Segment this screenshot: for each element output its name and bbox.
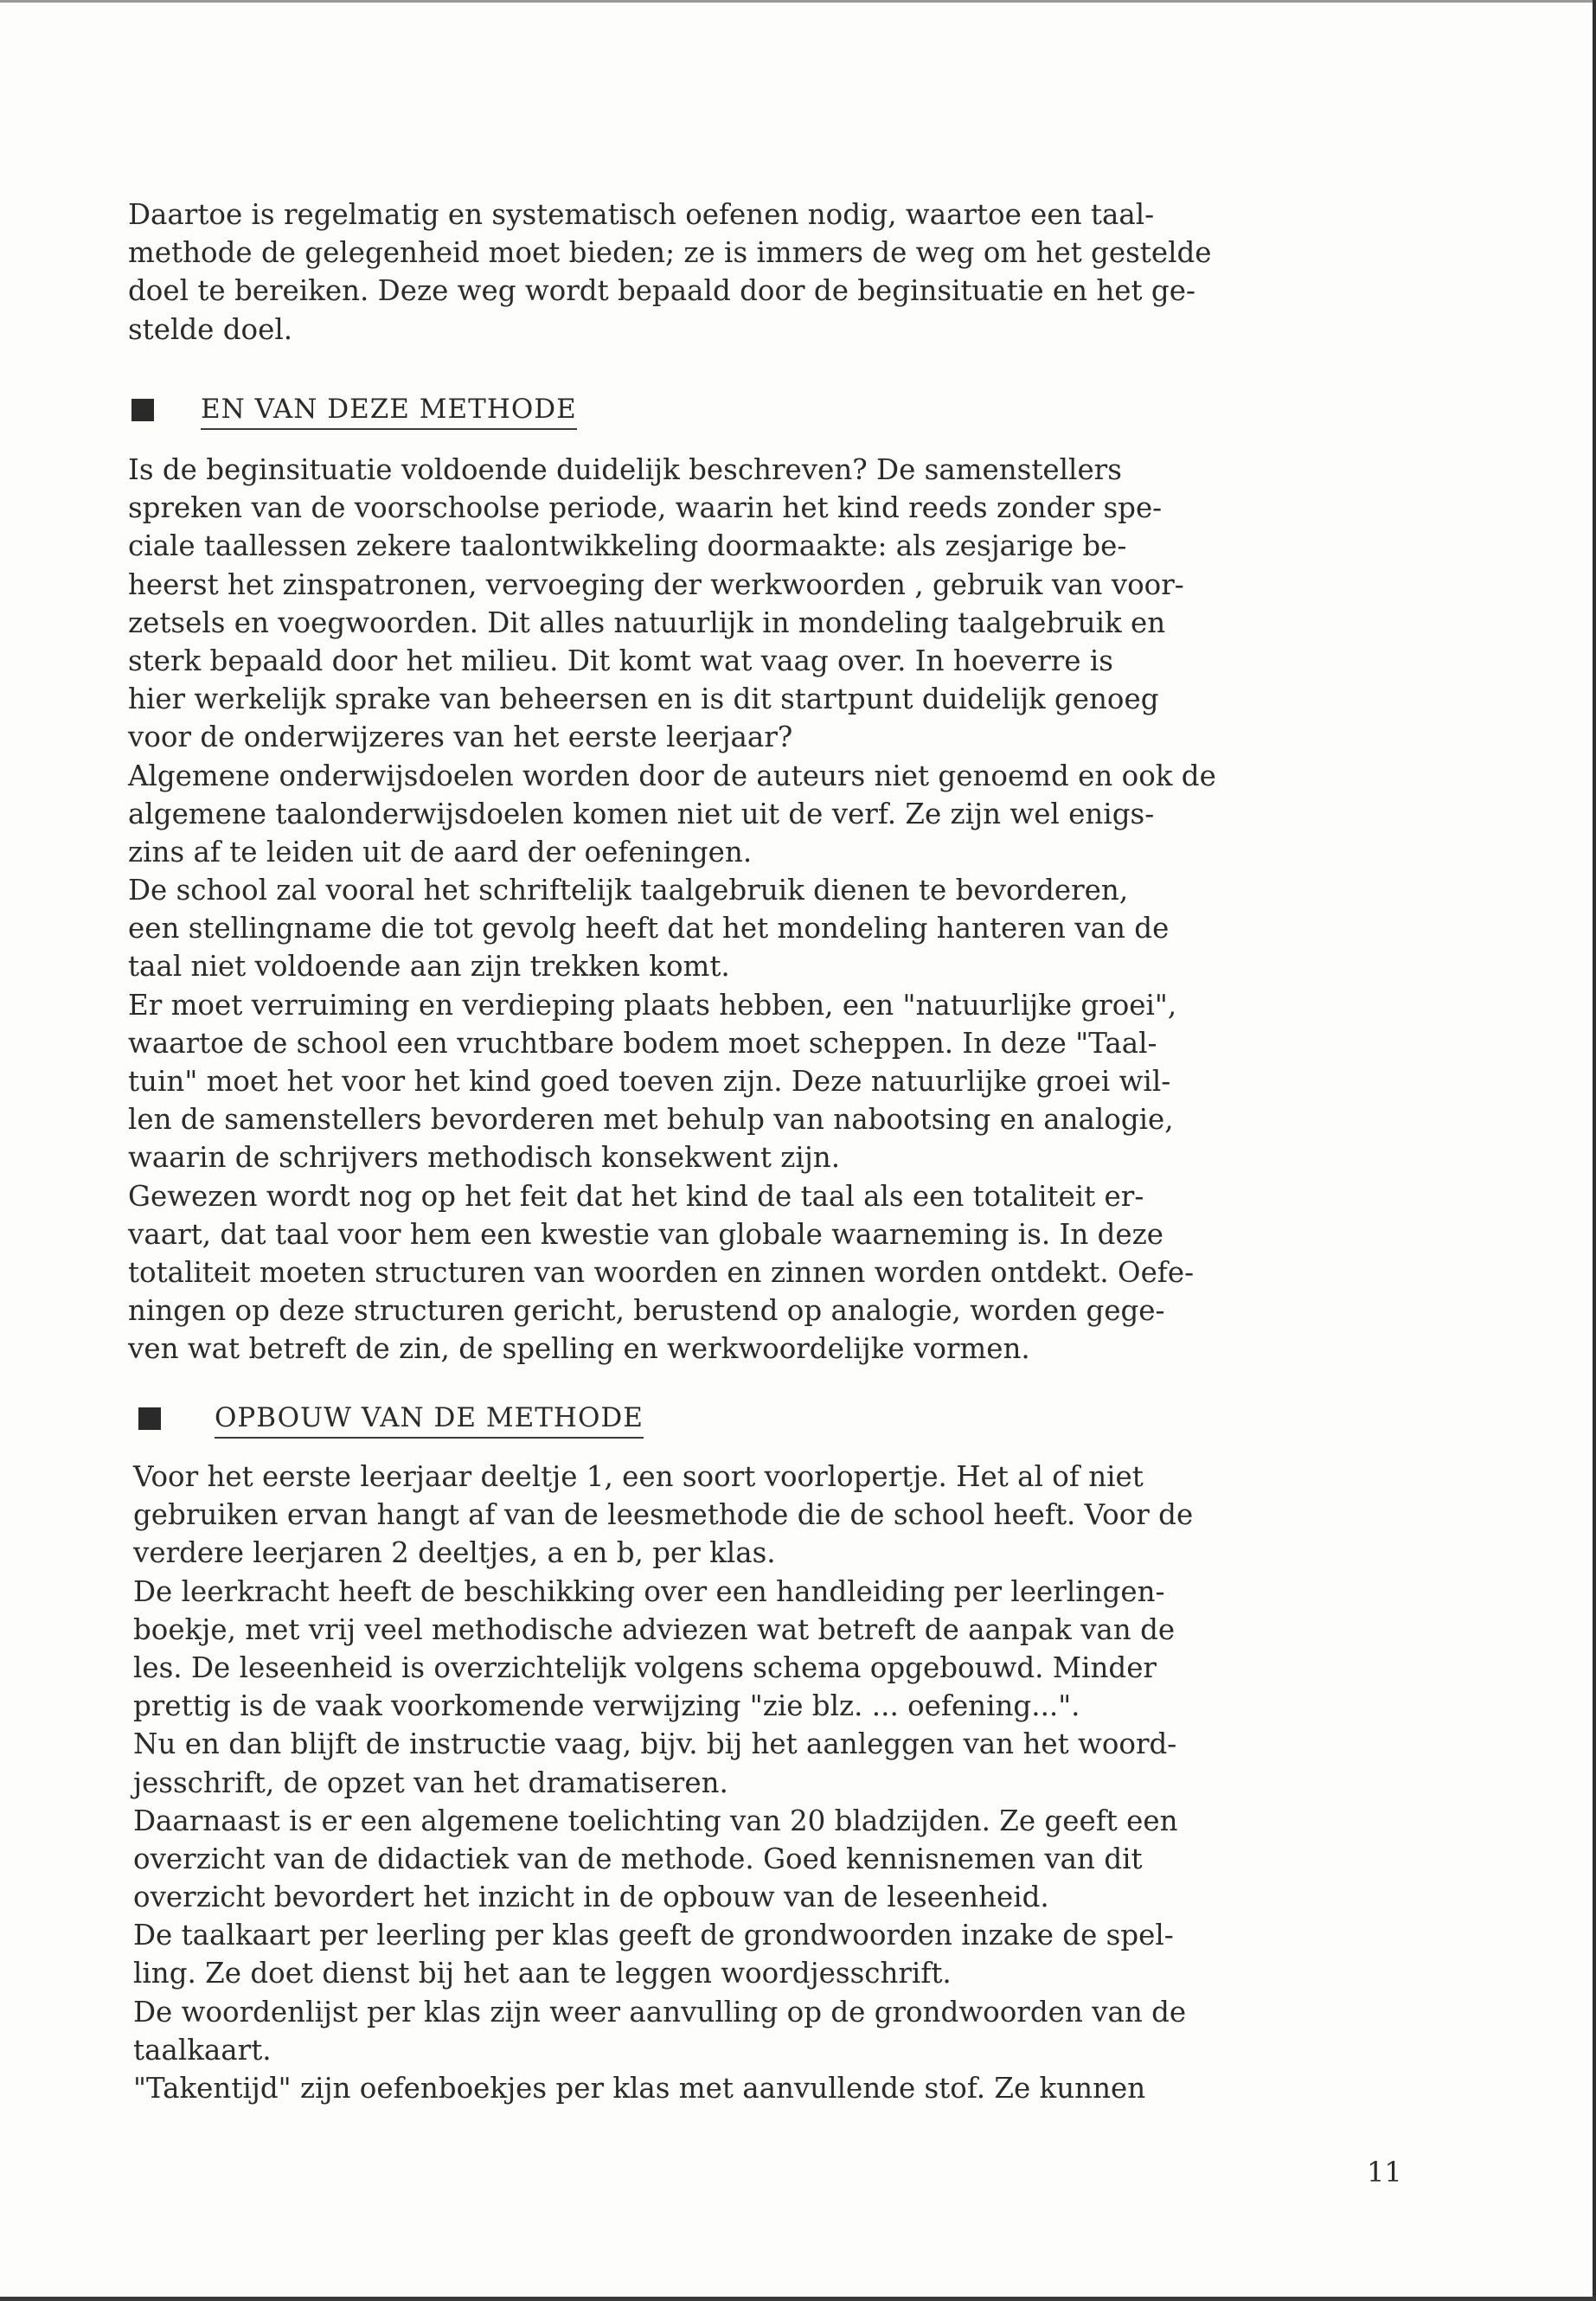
text-line: heerst het zinspatronen, vervoeging der werkwoorden , gebruik van voor-	[128, 567, 1184, 601]
text-line: jesschrift, de opzet van het dramatiseren.	[133, 1766, 728, 1799]
text-line: verdere leerjaren 2 deeltjes, a en b, per klas.	[133, 1536, 776, 1570]
section-body-deze-methode	[128, 451, 1216, 1368]
scan-border-right	[1593, 0, 1596, 2301]
text-line: tuin" moet het voor het kind goed toeven zijn. Deze natuurlijke groei wil-	[128, 1065, 1171, 1098]
text-line: De leerkracht heeft de beschikking over een handleiding per leerlingen-	[133, 1574, 1165, 1608]
text-line: een stellingname die tot gevolg heeft dat het mondeling hanteren van de	[128, 912, 1170, 945]
text-line: ciale taallessen zekere taalontwikkeling doormaakte: als zesjarige be-	[128, 529, 1127, 563]
text-line: overzicht van de didactiek van de methode. Goed kennisnemen van dit	[133, 1842, 1143, 1875]
text-line: Voor het eerste leerjaar deeltje 1, een soort voorlopertje. Het al of niet	[133, 1460, 1144, 1493]
text-line: spreken van de voorschoolse periode, waarin het kind reeds zonder spe-	[128, 491, 1163, 525]
section-title: OPBOUW VAN DE METHODE	[215, 1400, 644, 1439]
text-line: zetsels en voegwoorden. Dit alles natuurlijk in mondeling taalgebruik en	[128, 606, 1166, 639]
text-line: totaliteit moeten structuren van woorden en zinnen worden ontdekt. Oefe-	[128, 1255, 1195, 1289]
text-line: ling. Ze doet dienst bij het aan te leggen woordjesschrift.	[133, 1957, 952, 1990]
section-body-opbouw	[133, 1458, 1193, 2107]
text-line: waartoe de school een vruchtbare bodem moet scheppen. In deze "Taal-	[128, 1026, 1157, 1060]
text-line: Er moet verruiming en verdieping plaats hebben, een "natuurlijke groei",	[128, 988, 1177, 1022]
text-line: De school zal vooral het schriftelijk taalgebruik dienen te bevorderen,	[128, 874, 1129, 907]
text-line: Is de beginsituatie voldoende duidelijk beschreven? De samenstellers	[128, 453, 1122, 486]
text-line: overzicht bevordert het inzicht in de opbouw van de leseenheid.	[133, 1881, 1049, 1914]
text-line: ningen op deze structuren gericht, berustend op analogie, worden gege-	[128, 1294, 1165, 1328]
section-title: EN VAN DEZE METHODE	[201, 392, 577, 430]
scan-border-top	[0, 0, 1596, 3]
text-line: vaart, dat taal voor hem een kwestie van globale waarneming is. In deze	[128, 1217, 1164, 1251]
text-line: "Takentijd" zijn oefenboekjes per klas met aanvullende stof. Ze kunnen	[133, 2072, 1146, 2105]
text-line: voor de onderwijzeres van het eerste leerjaar?	[128, 721, 793, 754]
page-number: 11	[1367, 2156, 1402, 2189]
square-bullet-icon	[138, 1407, 161, 1430]
text-line: Daarnaast is er een algemene toelichting van 20 bladzijden. Ze geeft een	[133, 1804, 1178, 1837]
section-heading-deze-methode	[128, 392, 1417, 430]
text-line: methode de gelegenheid moet bieden; ze is immers de weg om het gestelde	[128, 236, 1212, 270]
text-line: waarin de schrijvers methodisch konsekwent zijn.	[128, 1141, 841, 1175]
text-line: Daartoe is regelmatig en systematisch oefenen nodig, waartoe een taal-	[128, 198, 1155, 231]
text-line: De woordenlijst per klas zijn weer aanvulling op de grondwoorden van de	[133, 1995, 1187, 2029]
section-heading-opbouw	[135, 1400, 1424, 1439]
text-line: ven wat betreft de zin, de spelling en werkwoordelijke vormen.	[128, 1332, 1030, 1366]
text-line: De taalkaart per leerling per klas geeft de grondwoorden inzake de spel-	[133, 1919, 1174, 1952]
text-line: stelde doel.	[128, 312, 293, 346]
text-line: taalkaart.	[133, 2033, 272, 2067]
text-line: prettig is de vaak voorkomende verwijzing "zie blz. ... oefening...".	[133, 1689, 1080, 1723]
text-line: zins af te leiden uit de aard der oefeningen.	[128, 835, 753, 868]
text-line: len de samenstellers bevorderen met behulp van nabootsing en analogie,	[128, 1103, 1174, 1137]
text-line: hier werkelijk sprake van beheersen en is dit startpunt duidelijk genoeg	[128, 683, 1159, 716]
text-line: gebruiken ervan hangt af van de leesmethode die de school heeft. Voor de	[133, 1498, 1194, 1532]
text-line: doel te bereiken. Deze weg wordt bepaald door de beginsituatie en het ge-	[128, 274, 1195, 308]
text-line: taal niet voldoende aan zijn trekken komt.	[128, 950, 730, 984]
text-line: boekje, met vrij veel methodische adviezen wat betreft de aanpak van de	[133, 1612, 1176, 1646]
text-line: Gewezen wordt nog op het feit dat het kind de taal als een totaliteit er-	[128, 1179, 1144, 1213]
text-line: sterk bepaald door het milieu. Dit komt wat vaag over. In hoeverre is	[128, 644, 1113, 677]
intro-paragraph	[128, 195, 1212, 349]
text-line: les. De leseenheid is overzichtelijk volgens schema opgebouwd. Minder	[133, 1650, 1157, 1684]
square-bullet-icon	[131, 399, 154, 421]
scan-border-bottom	[0, 2297, 1596, 2301]
text-line: Algemene onderwijsdoelen worden door de auteurs niet genoemd en ook de	[128, 759, 1216, 792]
text-line: algemene taalonderwijsdoelen komen niet uit de verf. Ze zijn wel enigs-	[128, 797, 1155, 830]
text-line: Nu en dan blijft de instructie vaag, bijv. bij het aanleggen van het woord-	[133, 1727, 1177, 1761]
